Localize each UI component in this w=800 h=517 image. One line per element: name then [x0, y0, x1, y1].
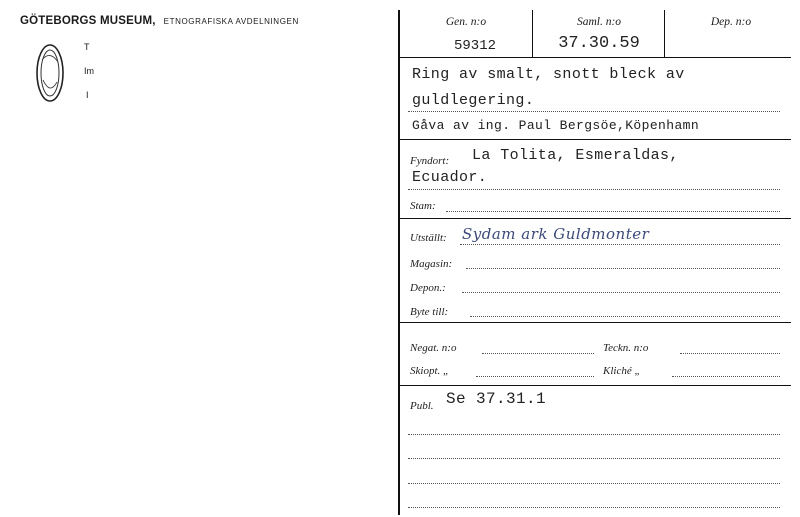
saml-number-value: 37.30.59 [558, 34, 640, 53]
dotted-rule [672, 376, 780, 377]
saml-number-label: Saml. n:o [576, 16, 622, 28]
cell-divider [664, 10, 665, 58]
card-divider [398, 10, 400, 515]
kliche-label: Kliché „ [603, 365, 641, 377]
sketch-annotation-bottom: I [86, 90, 89, 100]
sketch-annotation-middle: Im [84, 66, 94, 76]
dotted-rule [408, 111, 780, 112]
dotted-rule [482, 353, 594, 354]
divider-line [399, 218, 791, 219]
publ-label: Publ. [410, 400, 434, 412]
dotted-rule [462, 292, 780, 293]
divider-line [399, 385, 791, 386]
dotted-rule [466, 268, 780, 269]
fyndort-label: Fyndort: [410, 155, 450, 167]
magasin-label: Magasin: [410, 258, 453, 270]
museum-header [20, 11, 299, 29]
dotted-rule [408, 483, 780, 484]
dotted-rule [470, 316, 780, 317]
skiopt-label: Skiopt. „ [410, 365, 450, 377]
byte-label: Byte till: [410, 306, 449, 318]
dotted-rule [408, 507, 780, 508]
department-name: ETNOGRAFISKA AVDELNINGEN [163, 17, 299, 26]
divider-line [399, 322, 791, 323]
teckn-label: Teckn. n:o [603, 342, 649, 354]
utstallt-value: Sydam ark Guldmonter [462, 225, 650, 243]
dep-number-label: Dep. n:o [710, 16, 752, 28]
dotted-rule [408, 458, 780, 459]
dotted-rule [476, 376, 594, 377]
publ-value: Se 37.31.1 [446, 390, 547, 408]
divider-line [399, 57, 791, 58]
divider-line [399, 139, 791, 140]
depon-label: Depon.: [410, 282, 446, 294]
dotted-rule [446, 211, 780, 212]
sketch-annotation-top: T [84, 42, 90, 52]
description-line-2: guldlegering. [412, 92, 535, 109]
fyndort-line-1: La Tolita, Esmeraldas, [472, 147, 679, 164]
gen-number-value: 59312 [453, 38, 496, 54]
dotted-rule [408, 189, 780, 190]
dotted-rule [408, 434, 780, 435]
gen-number-label: Gen. n:o [445, 16, 487, 28]
museum-name: GÖTEBORGS MUSEUM, [20, 15, 156, 27]
description-line-1: Ring av smalt, snott bleck av [412, 66, 685, 83]
ring-sketch [30, 40, 70, 106]
stam-label: Stam: [410, 200, 436, 212]
negat-label: Negat. n:o [410, 342, 457, 354]
dotted-rule [680, 353, 780, 354]
dotted-rule [460, 244, 780, 245]
utstallt-label: Utställt: [410, 232, 447, 244]
description-donor: Gåva av ing. Paul Bergsöe,Köpenhamn [412, 118, 700, 133]
fyndort-line-2: Ecuador. [412, 169, 488, 186]
